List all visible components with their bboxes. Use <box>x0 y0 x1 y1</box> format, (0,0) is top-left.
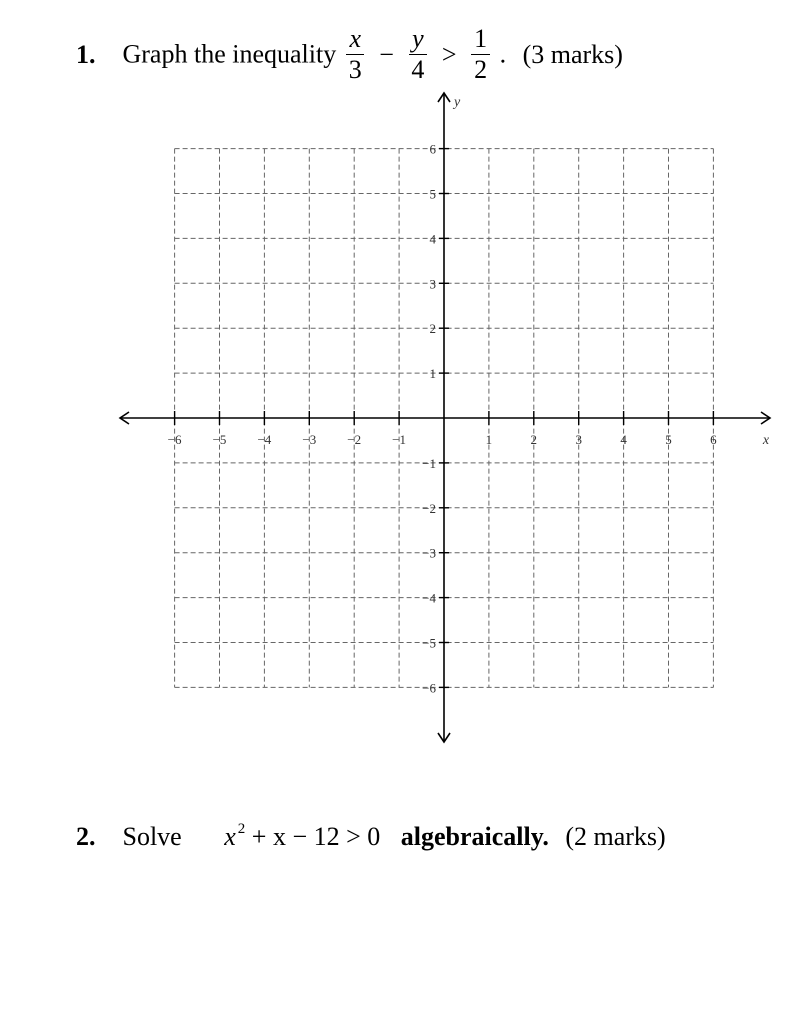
y-tick-label: −1 <box>422 455 436 471</box>
tick-labels <box>168 95 770 695</box>
x-tick-label: −3 <box>302 432 317 447</box>
x-axis-label: x <box>762 433 770 448</box>
fraction-2-denominator: 4 <box>411 55 425 84</box>
question-2-solve: Solve <box>122 822 182 851</box>
x-tick-label: 1 <box>485 432 493 447</box>
question-2 <box>76 822 666 852</box>
y-tick-label: −2 <box>422 500 436 516</box>
y-tick-label: 3 <box>429 276 436 292</box>
fraction-3-denominator: 2 <box>474 55 488 84</box>
x-tick-label: 6 <box>710 432 717 447</box>
axes <box>120 93 770 742</box>
y-tick-label: −5 <box>422 635 436 651</box>
y-tick-label: 5 <box>429 186 436 202</box>
question-1-number: 1. <box>76 39 96 69</box>
y-tick-label: 1 <box>429 366 436 382</box>
minus-sign: − <box>379 39 394 69</box>
fraction-3-numerator: 1 <box>471 24 490 55</box>
y-tick-label: −6 <box>422 680 436 696</box>
x-tick-label: −4 <box>257 432 272 447</box>
y-tick-label: 6 <box>429 141 436 157</box>
equation-x: x <box>224 822 236 851</box>
x-tick-label: −6 <box>167 432 182 447</box>
question-2-number: 2. <box>76 822 96 851</box>
question-2-marks: (2 marks) <box>565 822 666 851</box>
question-1-period: . <box>499 39 507 69</box>
y-tick-label: −4 <box>422 590 436 606</box>
question-1-marks: (3 marks) <box>522 39 623 69</box>
equation-rest: + x − 12 > 0 <box>251 822 381 851</box>
y-tick-label: 2 <box>429 321 436 337</box>
question-1-text: Graph the inequality <box>122 39 337 69</box>
equation-exponent: 2 <box>237 821 246 837</box>
x-tick-label: −5 <box>212 432 227 447</box>
x-tick-label: −1 <box>392 432 407 447</box>
greater-than-sign: > <box>441 39 457 69</box>
y-tick-label: 4 <box>429 231 436 247</box>
x-tick-label: −2 <box>347 432 362 447</box>
x-tick-label: 3 <box>575 432 582 447</box>
x-tick-label: 4 <box>620 432 627 447</box>
algebraically-emphasis: algebraically. <box>400 822 549 851</box>
equation <box>224 822 380 851</box>
fraction-2-numerator: y <box>409 24 427 55</box>
x-tick-label: 5 <box>665 432 672 447</box>
y-axis-label: y <box>454 95 461 110</box>
y-tick-label: −3 <box>422 545 436 561</box>
fraction-1-denominator: 3 <box>348 55 362 84</box>
x-tick-label: 2 <box>530 432 538 447</box>
fraction-1-numerator: x <box>346 24 364 55</box>
